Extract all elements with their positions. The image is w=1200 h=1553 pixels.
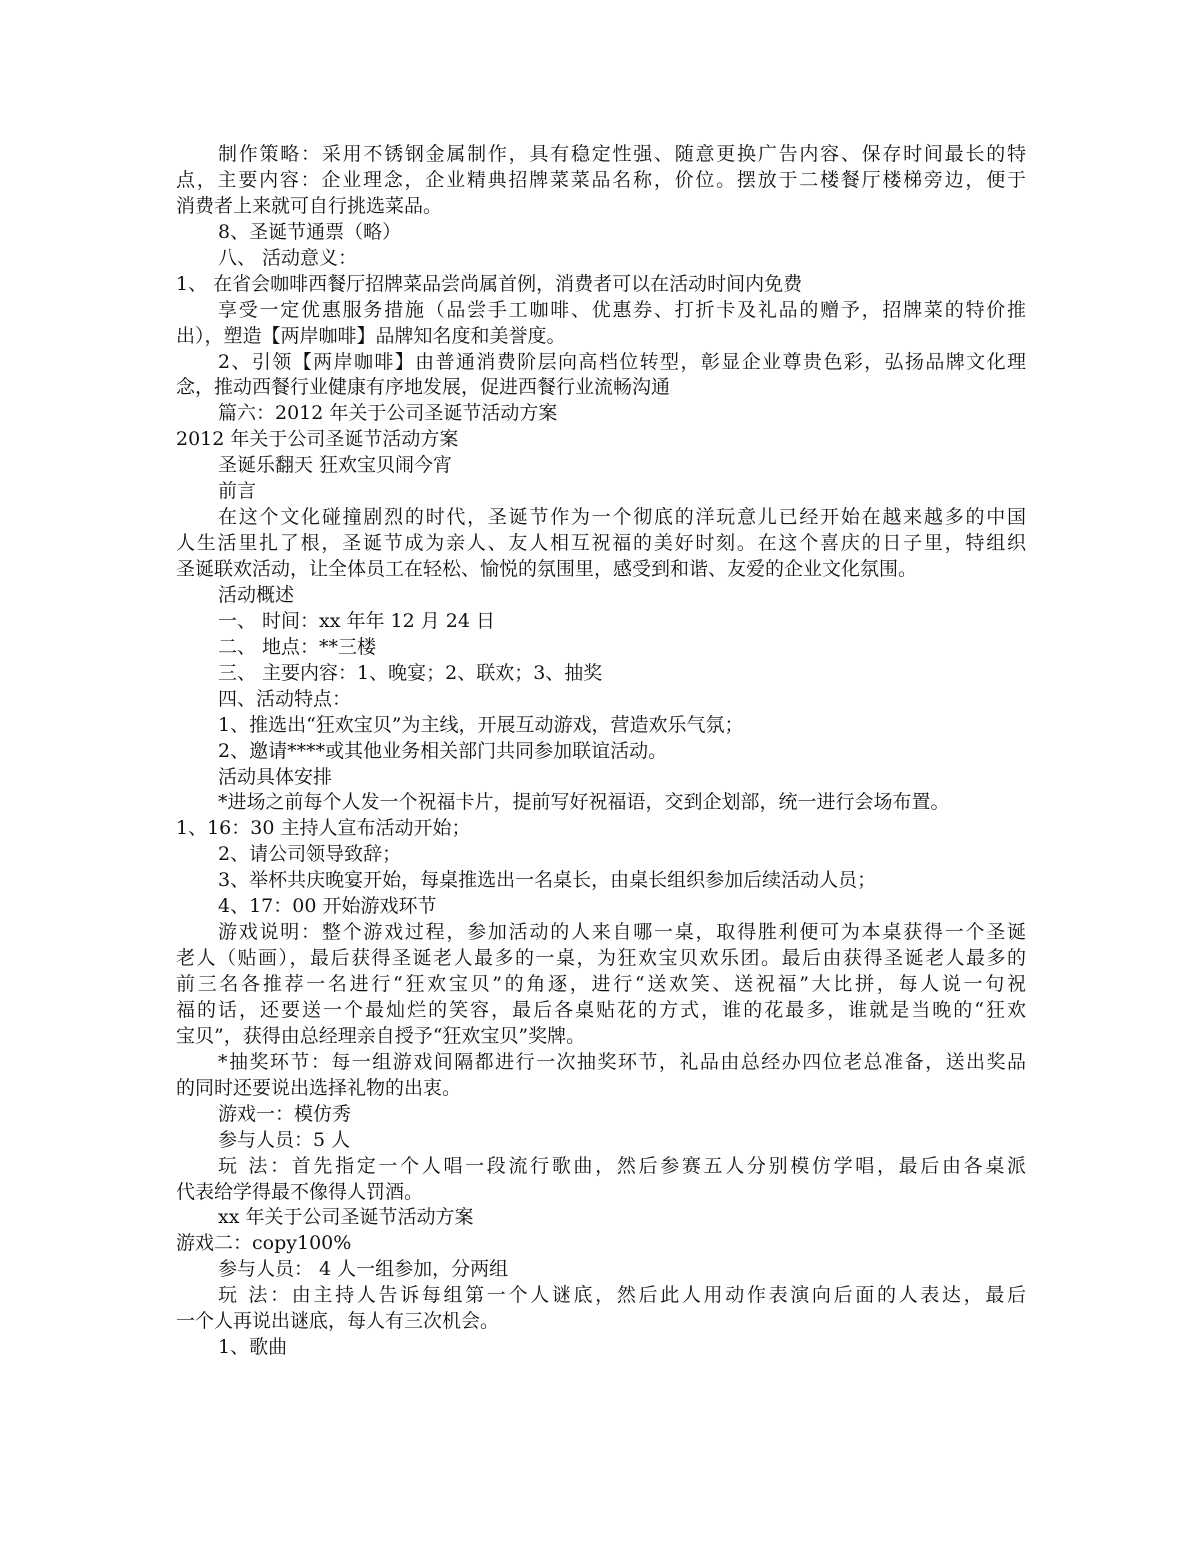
text-line: 四、活动特点： xyxy=(218,687,352,710)
text-line: 宝贝”，获得由总经理亲自授予“狂欢宝贝”奖牌。 xyxy=(176,1024,586,1047)
text-line: 8、圣诞节通票（略） xyxy=(218,220,402,243)
text-line: 3、举杯共庆晚宴开始，每桌推选出一名桌长，由桌长组织参加后续活动人员； xyxy=(218,869,877,892)
text-line: 2、请公司领导致辞； xyxy=(218,843,402,866)
text-line: 出），塑造【两岸咖啡】品牌知名度和美誉度。 xyxy=(176,324,566,347)
text-line: 在这个文化碰撞剧烈的时代，圣诞节作为一个彻底的洋玩意儿已经开始在越来越多的中国 xyxy=(218,506,1026,529)
text-line: *抽奖环节：每一组游戏间隔都进行一次抽奖环节，礼品由总经办四位老总准备，送出奖品 xyxy=(218,1050,1026,1073)
text-line: 前三名各推荐一名进行“狂欢宝贝”的角逐，进行“送欢笑、送祝福”大比拼，每人说一句祝 xyxy=(176,973,1026,995)
text-line: 参与人员：5 人 xyxy=(218,1128,351,1151)
text-line: 活动具体安排 xyxy=(218,765,333,788)
text-line: 点，主要内容：企业理念，企业精典招牌菜菜品名称，价位。摆放于二楼餐厅楼梯旁边，便于 xyxy=(176,168,1026,191)
text-line: 代表给学得最不像得人罚酒。 xyxy=(176,1180,424,1203)
text-line: 福的话，还要送一个最灿烂的笑容，最后各桌贴花的方式，谁的花最多，谁就是当晚的“狂欢 xyxy=(176,998,1026,1021)
text-line: 制作策略：采用不锈钢金属制作，具有稳定性强、随意更换广告内容、保存时间最长的特 xyxy=(218,143,1026,165)
text-line: 人生活里扎了根，圣诞节成为亲人、友人相互祝福的美好时刻。在这个喜庆的日子里，特组织 xyxy=(176,532,1026,555)
text-line: 1、16：30 主持人宣布活动开始； xyxy=(176,817,471,840)
text-line: 的同时还要说出选择礼物的出衷。 xyxy=(176,1076,462,1099)
text-line: 4、17：00 开始游戏环节 xyxy=(218,895,437,918)
text-line: 游戏一：模仿秀 xyxy=(218,1102,352,1125)
text-line: 游戏说明：整个游戏过程，参加活动的人来自哪一桌，取得胜利便可为本桌获得一个圣诞 xyxy=(218,921,1026,944)
text-line: 三、 主要内容：1、晚宴；2、联欢；3、抽奖 xyxy=(218,661,603,684)
text-line: 二、 地点：**三楼 xyxy=(218,635,377,658)
text-line: 八、 活动意义： xyxy=(218,246,358,269)
text-line: 一、 时间：xx 年年 12 月 24 日 xyxy=(218,609,496,632)
text-line: 玩 法：首先指定一个人唱一段流行歌曲，然后参赛五人分别模仿学唱，最后由各桌派 xyxy=(218,1154,1026,1177)
text-line: 消费者上来就可自行挑选菜品。 xyxy=(176,194,443,217)
text-line: 2、邀请****或其他业务相关部门共同参加联谊活动。 xyxy=(218,739,668,762)
text-line: 享受一定优惠服务措施（品尝手工咖啡、优惠券、打折卡及礼品的赠予，招牌菜的特价推 xyxy=(218,298,1026,321)
text-line: 玩 法：由主持人告诉每组第一个人谜底，然后此人用动作表演向后面的人表达，最后 xyxy=(218,1284,1026,1307)
text-line: 活动概述 xyxy=(218,583,295,606)
text-line: 篇六：2012 年关于公司圣诞节活动方案 xyxy=(218,402,558,425)
text-line: 参与人员： 4 人一组参加，分两组 xyxy=(218,1258,509,1281)
text-line: xx 年关于公司圣诞节活动方案 xyxy=(218,1206,474,1229)
text-line: 一个人再说出谜底，每人有三次机会。 xyxy=(176,1310,500,1333)
text-line: 1、 在省会咖啡西餐厅招牌菜品尝尚属首例，消费者可以在活动时间内免费 xyxy=(176,272,803,295)
document-body xyxy=(176,142,1026,1361)
text-line: 前言 xyxy=(218,480,257,503)
text-line: 2012 年关于公司圣诞节活动方案 xyxy=(176,428,459,451)
text-line: 圣诞联欢活动，让全体员工在轻松、愉悦的氛围里，感受到和谐、友爱的企业文化氛围。 xyxy=(176,558,918,580)
text-line: 念，推动西餐行业健康有序地发展，促进西餐行业流畅沟通 xyxy=(176,376,671,399)
text-line: 圣诞乐翻天 狂欢宝贝闹今宵 xyxy=(218,454,453,477)
text-line: 1、推选出“狂欢宝贝”为主线，开展互动游戏，营造欢乐气氛； xyxy=(218,713,744,736)
text-line: 1、歌曲 xyxy=(218,1336,288,1359)
text-line: 老人（贴画），最后获得圣诞老人最多的一桌，为狂欢宝贝欢乐团。最后由获得圣诞老人最多的 xyxy=(176,947,1026,970)
text-line: 2、引领【两岸咖啡】由普通消费阶层向高档位转型，彰显企业尊贵色彩，弘扬品牌文化理 xyxy=(218,350,1026,373)
text-line: 游戏二：copy100% xyxy=(176,1232,352,1255)
text-line: *进场之前每个人发一个祝福卡片，提前写好祝福语，交到企划部，统一进行会场布置。 xyxy=(218,791,950,814)
